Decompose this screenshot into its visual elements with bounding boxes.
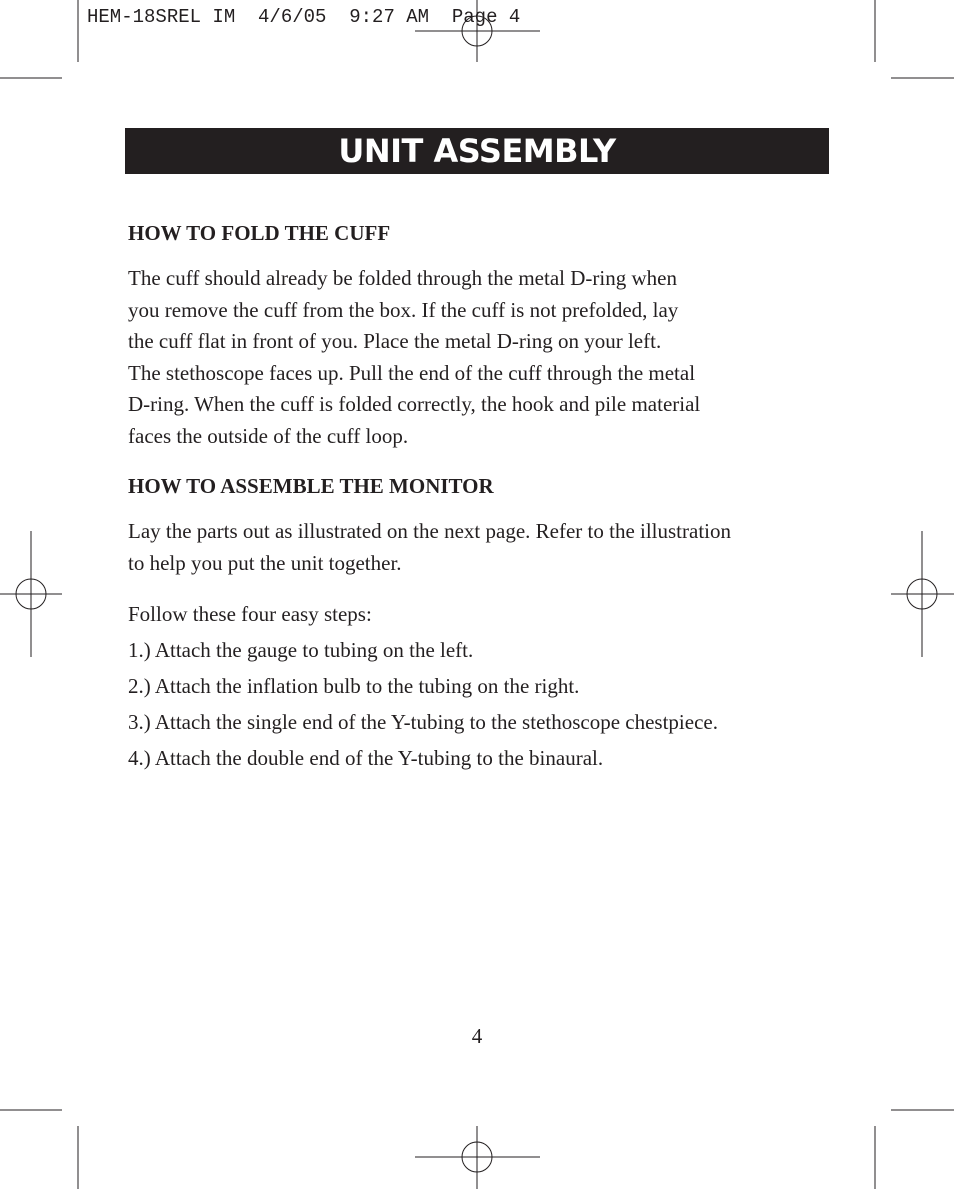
section-banner [125, 128, 829, 174]
paragraph-line: faces the outside of the cuff loop. [128, 423, 409, 448]
list-item: 3.) Attach the single end of the Y-tubing to the stethoscope chestpiece. [128, 710, 718, 734]
main-content [128, 219, 828, 772]
registration-mark-left [0, 531, 62, 657]
fold-cuff-heading: HOW TO FOLD THE CUFF [128, 221, 391, 245]
paragraph-line: The cuff should already be folded through the metal D-ring when [128, 266, 677, 290]
paragraph-line: you remove the cuff from the box. If the cuff is not prefolded, lay [128, 297, 679, 322]
assemble-monitor-paragraph [128, 516, 828, 579]
paragraph-line: D-ring. When the cuff is folded correctly, the hook and pile material [128, 392, 701, 416]
print-slug-line: HEM-18SREL IM 4/6/05 9:27 AM Page 4 [87, 6, 521, 28]
page-title: UNIT ASSEMBLY [338, 132, 616, 170]
list-item: 1.) Attach the gauge to tubing on the left. [128, 638, 474, 662]
list-item: 4.) Attach the double end of the Y-tubing to the binaural. [128, 746, 604, 770]
paragraph-line: The stethoscope faces up. Pull the end of the cuff through the metal [128, 360, 696, 385]
list-item: 2.) Attach the inflation bulb to the tubing on the right. [128, 674, 580, 698]
page-number: 4 [471, 1024, 483, 1048]
paragraph-line: Lay the parts out as illustrated on the next page. Refer to the illustration [128, 519, 732, 543]
paragraph-line: the cuff flat in front of you. Place the metal D-ring on your left. [128, 329, 662, 353]
fold-cuff-paragraph [128, 263, 828, 452]
steps-list [128, 636, 828, 772]
registration-mark-bottom [415, 1126, 540, 1189]
assemble-monitor-heading: HOW TO ASSEMBLE THE MONITOR [128, 474, 494, 498]
paragraph-line: to help you put the unit together. [128, 550, 402, 575]
steps-intro: Follow these four easy steps: [128, 602, 372, 626]
registration-mark-right [891, 531, 954, 657]
